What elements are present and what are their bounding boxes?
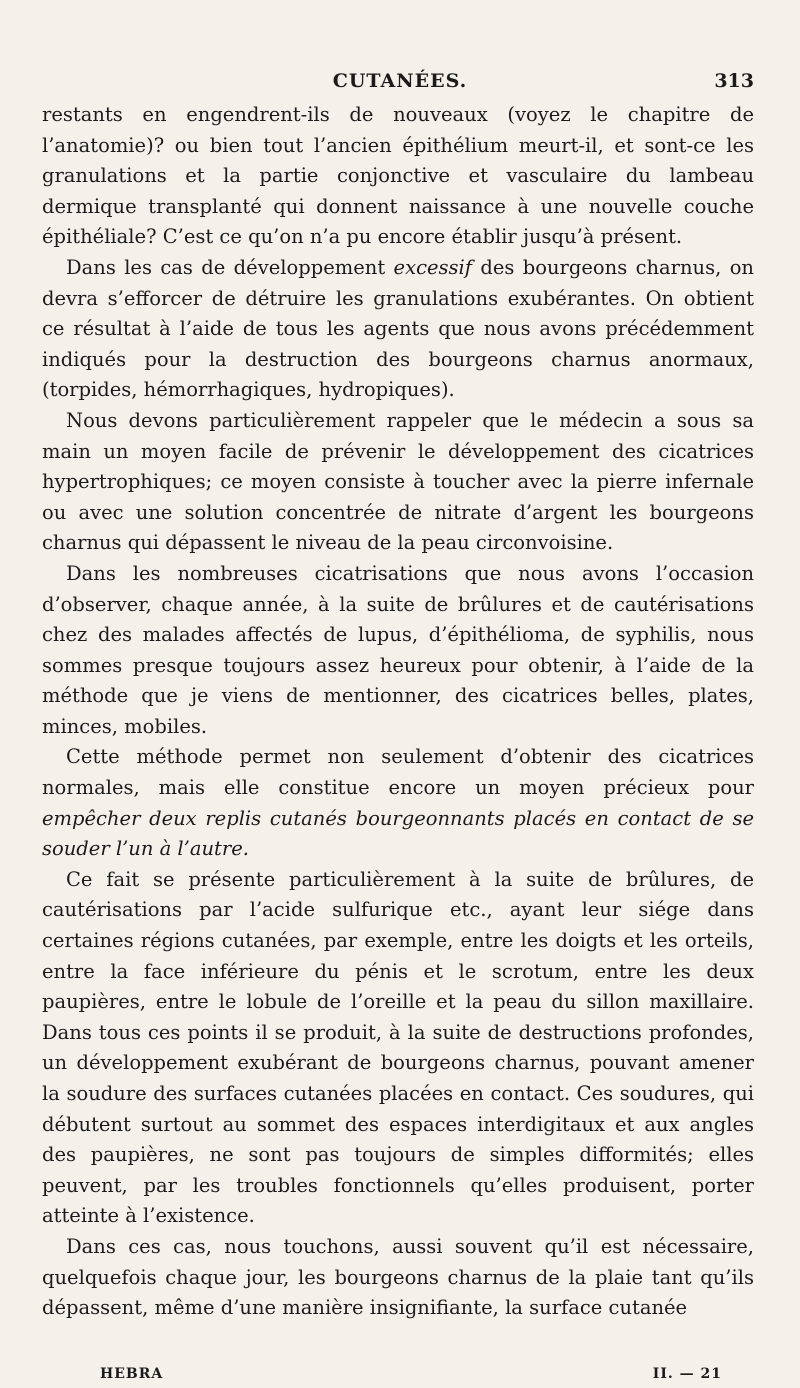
page-header: [40, 70, 760, 100]
text-segment: Cette méthode permet non seulement d’obtenir des cicatrices normales, mais elle constitue encore un moyen précieux pour: [42, 745, 754, 800]
signature-mark: HEBRA: [100, 1366, 164, 1382]
paragraph: [42, 559, 754, 743]
paragraph: [42, 742, 754, 864]
text-segment: Dans les cas de développement: [66, 255, 394, 279]
paragraph: [42, 1232, 754, 1324]
emphasized-text: excessif: [393, 255, 472, 279]
text-segment: Dans ces cas, nous touchons, aussi souvent qu’il est nécessaire, quelquefois chaque jour, les bourgeons charnus de la plaie tant qu’ils dépassent, même d’une manière insignifiante, la surface cutanée: [42, 1234, 754, 1320]
text-segment: Nous devons particulièrement rappeler que le médecin a sous sa main un moyen facile de prévenir le développement des cicatrices hypertrophiques; ce moyen consiste à toucher avec la pierre infernale ou avec une solution concentrée de nitrate d’argent les bourgeons charnus qui dépassent le niveau de la peau circonvoisine.: [42, 408, 754, 555]
paragraph: [42, 253, 754, 406]
running-title: CUTANÉES.: [332, 70, 468, 92]
emphasized-text: empêcher deux replis cutanés bourgeonnants placés en contact de se souder l’un à l’autre.: [42, 806, 754, 861]
paragraph: [42, 865, 754, 1232]
text-segment: restants en engendrent-ils de nouveaux (voyez le chapitre de l’anatomie)? ou bien tout l’ancien épithélium meurt-il, et sont-ce les granulations et la partie conjonctive et vasculaire du lambeau dermique transplanté qui donnent naissance à une nouvelle couche épithéliale? C’est ce qu’on n’a pu encore établir jusqu’à présent.: [42, 103, 754, 249]
text-segment: Ce fait se présente particulièrement à la suite de brûlures, de cautérisations par l’acide sulfurique etc., ayant leur siége dans certaines régions cutanées, par exemple, entre les doigts et les orteils, entre la face inférieure du pénis et le scrotum, entre les deux paupières, entre le lobule de l’oreille et la peau du sillon maxillaire. Dans tous ces points il se produit, à la suite de destructions profondes, un développement exubérant de bourgeons charnus, pouvant amener la soudure des surfaces cutanées placées en contact. Ces soudures, qui débutent surtout au sommet des espaces interdigitaux et aux angles des paupières, ne sont pas toujours de simples difformités; elles peuvent, par les troubles fonctionnels qu’elles produisent, porter atteinte à l’existence.: [42, 867, 754, 1228]
paragraph: [42, 406, 754, 559]
text-segment: Dans les nombreuses cicatrisations que nous avons l’occasion d’observer, chaque année, à la suite de brûlures et de cautérisations chez des malades affectés de lupus, d’épithélioma, de syphilis, nous sommes presque toujours assez heureux pour obtenir, à l’aide de la méthode que je viens de mentionner, des cicatrices belles, plates, minces, mobiles.: [42, 561, 754, 738]
body-text: [42, 100, 754, 1324]
page-number: 313: [714, 70, 754, 92]
text-segment: des bourgeons charnus, on devra s’efforcer de détruire les granulations exubérantes. On obtient ce résultat à l’aide de tous les agents que nous avons précédemment indiqués pour la destruction des bourgeons charnus anormaux, (torpides, hémorrhagiques, hydropiques).: [42, 255, 754, 402]
page-footer: [100, 1366, 760, 1386]
sheet-mark: II. — 21: [652, 1366, 722, 1382]
paragraph: [42, 100, 754, 253]
